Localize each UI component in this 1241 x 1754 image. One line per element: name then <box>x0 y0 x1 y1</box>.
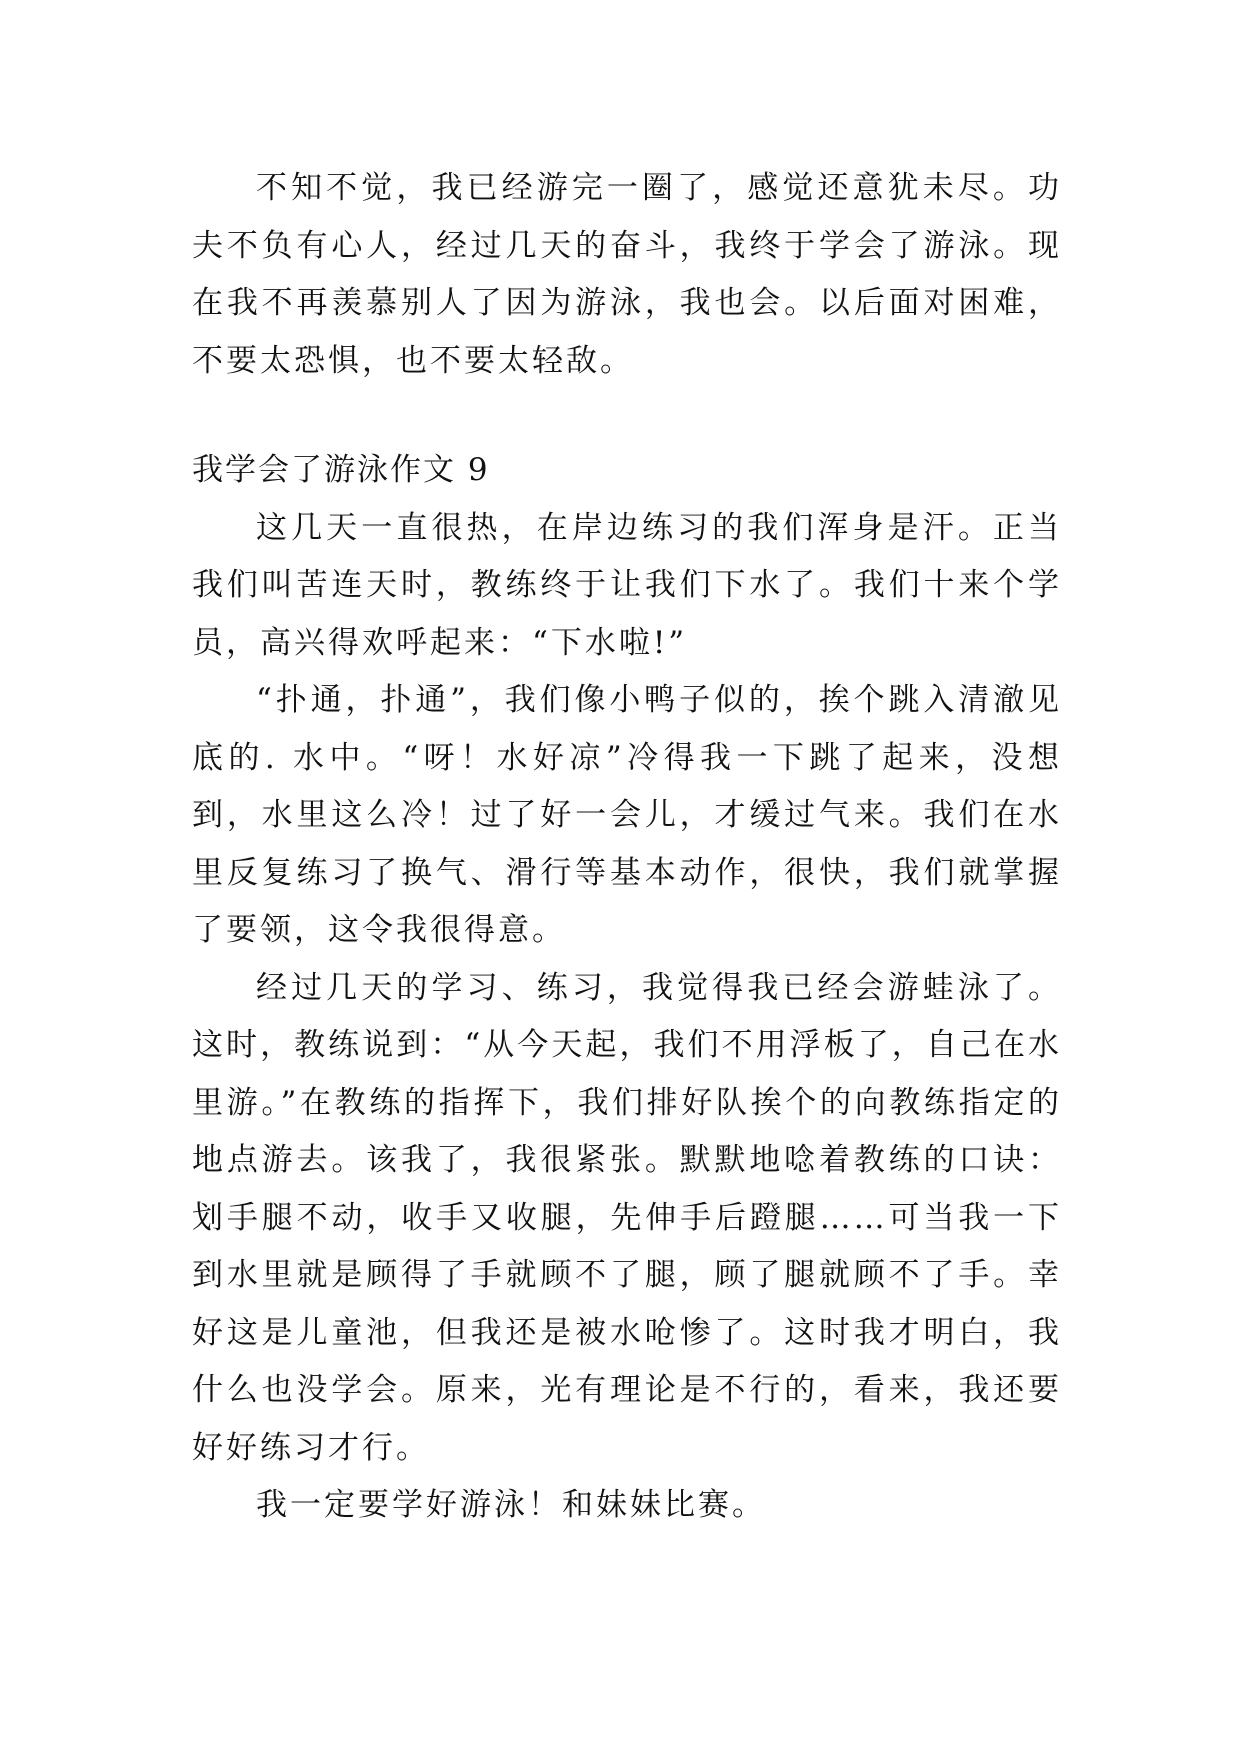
body-paragraph-4: 我一定要学好游泳！和妹妹比赛。 <box>256 1487 766 1523</box>
intro-paragraph: 不知不觉，我已经游完一圈了，感觉还意犹未尽。功夫不负有心人，经过几天的奋斗，我终于学会了游泳。现在我不再羡慕别人了因为游泳，我也会。以后面对困难，不要太恐惧，也不要太轻敌。 <box>192 170 1062 379</box>
body-paragraph-1: 这几天一直很热，在岸边练习的我们浑身是汗。正当我们叫苦连天时，教练终于让我们下水了。我们十来个学员，高兴得欢呼起来：“下水啦!” <box>192 509 1062 661</box>
body-paragraph-2: “扑通，扑通”，我们像小鸭子似的，挨个跳入清澈见底的. 水中。“呀！水好凉”冷得我一下跳了起来，没想到，水里这么冷！过了好一会儿，才缓过气来。我们在水里反复练习了换气、滑行等基本动作，很快，我们就掌握了要领，这令我很得意。 <box>192 682 1062 948</box>
body-paragraph-3: 经过几天的学习、练习，我觉得我已经会游蛙泳了。这时，教练说到：“从今天起，我们不用浮板了，自己在水里游。”在教练的指挥下，我们排好队挨个的向教练指定的地点游去。该我了，我很紧张。默默地唸着教练的口诀：划手腿不动，收手又收腿，先伸手后蹬腿……可当我一下到水里就是顾得了手就顾不了腿，顾了腿就顾不了手。幸好这是儿童池，但我还是被水呛惨了。这时我才明白，我什么也没学会。原来，光有理论是不行的，看来，我还要好好练习才行。 <box>192 969 1062 1466</box>
document-body <box>192 160 1062 1535</box>
section-title: 我学会了游泳作文 9 <box>192 452 490 488</box>
section-spacer <box>192 390 1062 442</box>
